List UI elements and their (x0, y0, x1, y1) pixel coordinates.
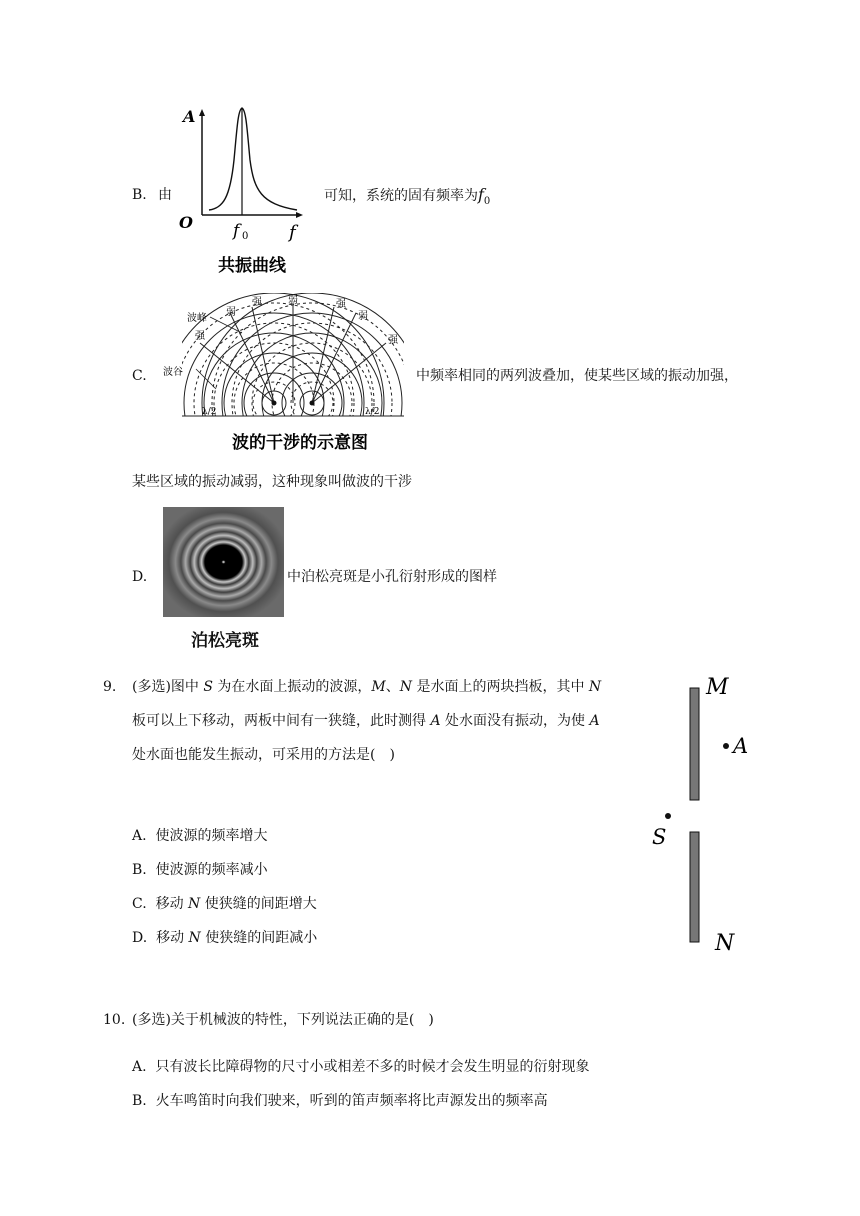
label-n: N (715, 931, 735, 956)
option-text: 移动 (156, 930, 189, 946)
label-half-wavelength-left: λ/2 (202, 407, 217, 417)
option-text: 使波源的频率减小 (155, 862, 268, 878)
q10-stem: (多选)关于机械波的特性，下列说法正确的是( ) (132, 1012, 434, 1028)
option-text: 移动 (155, 896, 189, 912)
option-b-suffix: 可知，系统的固有频率为 (324, 188, 478, 204)
resonance-curve (209, 108, 297, 210)
option-text: 使狭缝的间距增大 (200, 896, 317, 912)
option-d-letter: D. (132, 569, 148, 585)
barrier-m (690, 688, 699, 800)
option-c-suffix: 中频率相同的两列波叠加，使某些区域的振动加强， (416, 368, 738, 384)
option-text: 只有波长比障碍物的尺寸小或相差不多的时候才会发生明显的衍射现象 (155, 1059, 590, 1075)
q9-option-c (132, 894, 317, 914)
label-wave-peak: 波峰 (187, 313, 207, 324)
option-b-letter: B. (132, 187, 147, 203)
option-letter: A. (132, 1059, 147, 1075)
q9-text: 板可以上下移动，两板中间有一狭缝，此时测得 (132, 713, 431, 729)
label-weak-3: 弱 (358, 311, 368, 322)
origin-label: O (179, 213, 193, 232)
label-m: M (706, 675, 729, 700)
label-strong-2: 强 (252, 297, 262, 308)
wave-source-s (665, 813, 671, 819)
q10-number: 10. (103, 1012, 126, 1028)
label-half-wavelength-right: λ/2 (365, 407, 380, 417)
label-s: S (652, 825, 667, 849)
label-a: A (733, 734, 749, 758)
option-b-text (324, 185, 490, 212)
q9-var-n: N (188, 930, 201, 946)
natural-frequency-symbol: f (478, 185, 484, 204)
x-tick-subscript: 0 (242, 231, 249, 242)
q10-option-b (132, 1091, 548, 1111)
point-a (723, 743, 729, 749)
option-c-letter: C. (132, 368, 147, 384)
option-c-continuation: 某些区域的振动减弱，这种现象叫做波的干涉 (132, 474, 412, 490)
figure-caption: 泊松亮斑 (191, 631, 259, 651)
label-weak-1: 弱 (226, 307, 236, 318)
q9-option-b (132, 860, 268, 880)
option-b-prefix: 由 (158, 187, 172, 203)
poisson-spot-image (163, 507, 284, 617)
q9-stem-line3: 处水面也能发生振动，可采用的方法是( ) (132, 747, 395, 763)
label-strong-3: 强 (336, 299, 346, 310)
slit-diagram (640, 670, 770, 960)
y-axis-label: A (183, 107, 196, 126)
option-letter: B. (132, 1093, 147, 1109)
q9-var-n: N (188, 896, 201, 912)
q9-stem-line2 (132, 711, 600, 731)
natural-frequency-subscript: 0 (483, 195, 491, 207)
label-weak-2: 弱 (288, 295, 298, 306)
q9-text: 为在水面上振动的波源， (212, 679, 372, 695)
q9-number: 9. (103, 679, 117, 695)
x-axis-arrow (296, 212, 303, 218)
barrier-n (690, 832, 699, 942)
q9-text: 处水面没有振动，为使 (440, 713, 590, 729)
option-letter: C. (132, 896, 147, 912)
q10-option-a (132, 1057, 589, 1077)
q9-option-a (132, 826, 267, 846)
option-letter: D. (132, 930, 148, 946)
resonance-curve-figure (175, 100, 315, 280)
q9-var-n: N (399, 679, 413, 695)
q9-var-s: S (203, 679, 213, 695)
figure-caption: 波的干涉的示意图 (232, 433, 368, 453)
label-strong-1: 强 (195, 331, 205, 342)
q9-var-n: N (588, 679, 602, 695)
x-axis-label: f (289, 222, 296, 243)
option-letter: A. (132, 828, 147, 844)
label-strong-4: 强 (388, 335, 398, 346)
option-text: 使狭缝的间距减小 (200, 930, 318, 946)
option-text: 使波源的频率增大 (155, 828, 268, 844)
option-text: 火车鸣笛时向我们驶来，听到的笛声频率将比声源发出的频率高 (155, 1093, 548, 1109)
q9-var-a: A (589, 713, 600, 729)
q9-text: 、 (385, 679, 400, 695)
q9-text: 是水面上的两块挡板，其中 (412, 679, 589, 695)
y-axis-arrow (199, 109, 205, 116)
q9-var-a: A (430, 713, 441, 729)
interference-figure (160, 293, 420, 463)
q9-stem-line1 (132, 677, 601, 697)
q9-text: (多选)图中 (132, 679, 204, 695)
option-letter: B. (132, 862, 147, 878)
q9-var-m: M (371, 679, 386, 695)
q9-option-d (132, 928, 317, 948)
figure-caption: 共振曲线 (218, 256, 286, 276)
label-wave-trough: 波谷 (163, 367, 183, 378)
option-d-suffix: 中泊松亮斑是小孔衍射形成的图样 (287, 569, 497, 585)
x-tick-label: f (233, 221, 240, 241)
